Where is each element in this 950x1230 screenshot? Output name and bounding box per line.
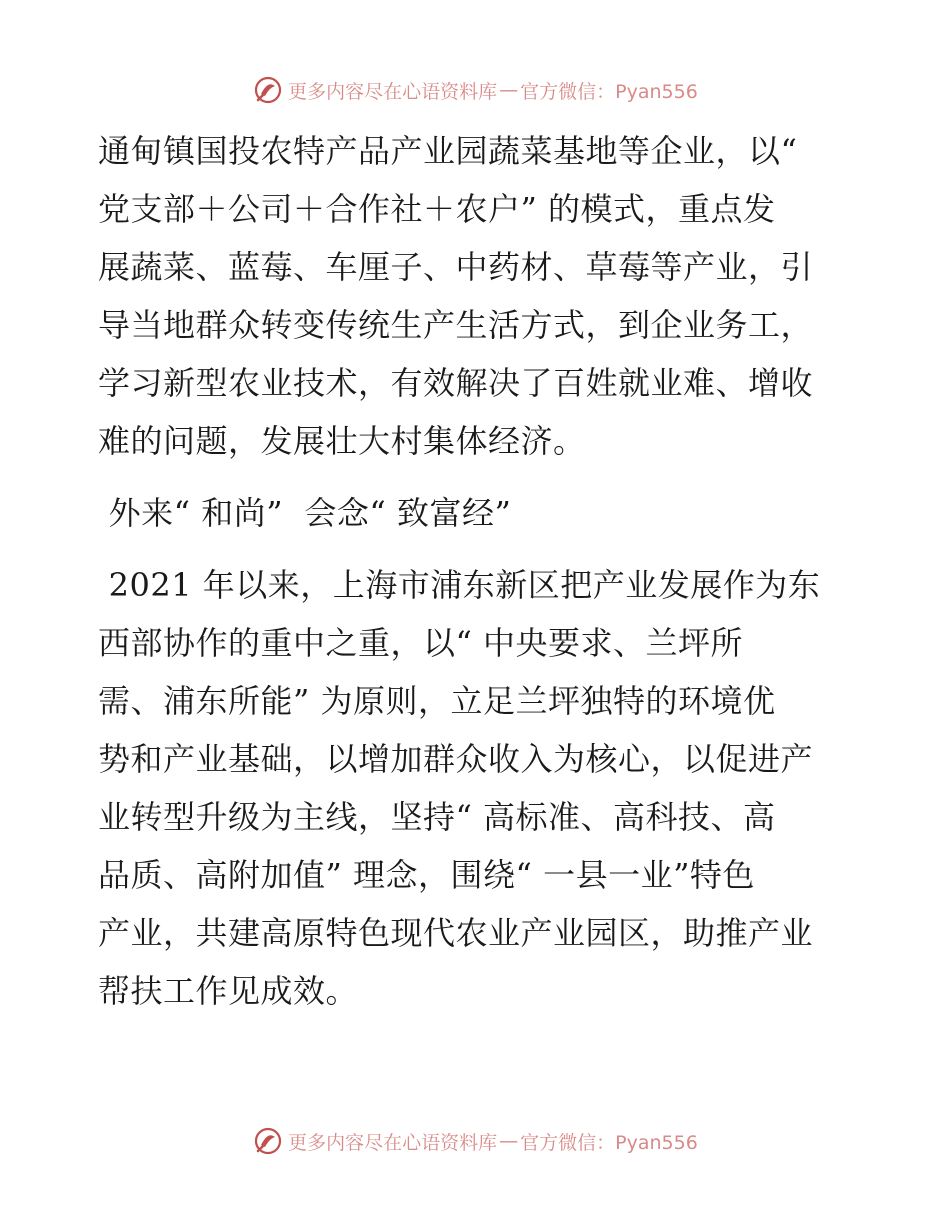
text-line: 产业，共建高原特色现代农业产业园区，助推产业	[98, 914, 814, 952]
paragraph-2	[98, 556, 858, 1020]
text-line: 业转型升级为主线，坚持“ 高标准、高科技、高	[98, 798, 776, 836]
section-heading	[98, 484, 858, 542]
watermark-logo-icon	[252, 1125, 284, 1157]
footer-watermark	[0, 1123, 950, 1159]
watermark-text: 更多内容尽在心语资料库	[288, 1131, 498, 1154]
text-line: 难的问题，发展壮大村集体经济。	[98, 422, 586, 460]
text-line: 党支部＋公司＋合作社＋农户” 的模式，重点发	[98, 190, 776, 228]
text-line: 西部协作的重中之重，以“ 中央要求、兰坪所	[98, 624, 744, 662]
text-line: 展蔬菜、蓝莓、车厘子、中药材、草莓等产业，引	[98, 248, 814, 286]
watermark-text: 更多内容尽在心语资料库	[288, 80, 498, 103]
text-line: 外来“ 和尚” 会念“ 致富经”	[98, 494, 512, 532]
paragraph-1	[98, 122, 858, 470]
text-line: 品质、高附加值” 理念，围绕“ 一县一业”特色	[98, 856, 755, 894]
text-line: 帮扶工作见成效。	[98, 972, 359, 1010]
text-line: 2021 年以来，上海市浦东新区把产业发展作为东	[98, 566, 821, 604]
text-line: 导当地群众转变传统生产生活方式，到企业务工，	[98, 306, 814, 344]
watermark-dash: —	[499, 1130, 519, 1152]
document-body	[98, 122, 858, 1020]
watermark-contact: 官方微信：Pyan556	[520, 80, 698, 103]
watermark-logo-icon	[252, 74, 284, 106]
text-line: 学习新型农业技术，有效解决了百姓就业难、增收	[98, 364, 814, 402]
watermark-dash: —	[499, 79, 519, 101]
text-line: 通甸镇国投农特产品产业园蔬菜基地等企业，以“	[98, 132, 798, 170]
text-line: 势和产业基础，以增加群众收入为核心，以促进产	[98, 740, 814, 778]
text-line: 需、浦东所能” 为原则，立足兰坪独特的环境优	[98, 682, 776, 720]
watermark-contact: 官方微信：Pyan556	[520, 1131, 698, 1154]
header-watermark	[0, 72, 950, 108]
